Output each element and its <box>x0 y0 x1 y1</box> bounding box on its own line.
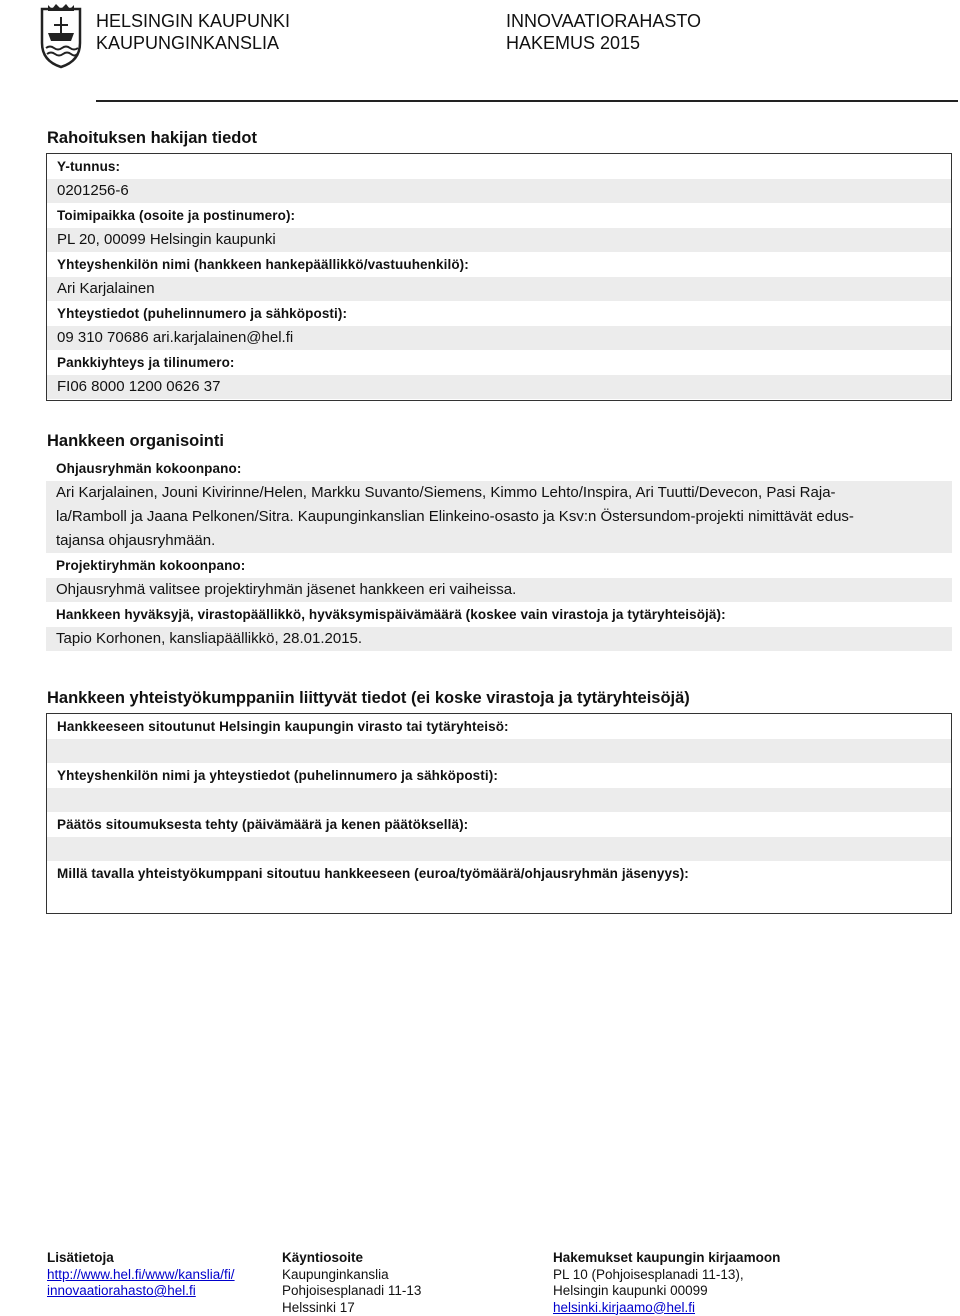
innovation-fund-email-link[interactable]: innovaatiorahasto@hel.fi <box>47 1283 235 1300</box>
kanslia-website-link[interactable]: http://www.hel.fi/www/kanslia/fi/ <box>47 1267 235 1284</box>
organisation-name <box>96 10 290 54</box>
partner-contact-label: Yhteyshenkilön nimi ja yhteystiedot (puhelinnumero ja sähköposti): <box>47 763 951 788</box>
submission-line-1: PL 10 (Pohjoisesplanadi 11-13), <box>553 1267 780 1284</box>
partner-section-title: Hankkeen yhteistyökumppaniin liittyvät tiedot (ei koske virastoja ja tytäryhteisöjä) <box>47 689 690 708</box>
project-group-label: Projektiryhmän kokoonpano: <box>46 553 952 578</box>
header-divider <box>96 100 958 102</box>
steering-line-2: la/Ramboll ja Jaana Pelkonen/Sitra. Kaupunginkanslian Elinkeino-osasto ja Ksv:n Östersundom-projekti nimittävät edus- <box>56 505 934 529</box>
partner-agency-label: Hankkeeseen sitoutunut Helsingin kaupungin virasto tai tytäryhteisö: <box>47 714 951 739</box>
business-id-value: 0201256-6 <box>47 179 951 203</box>
applicant-info-box <box>46 153 952 401</box>
application-name <box>506 10 701 54</box>
footer-info-title: Lisätietoja <box>47 1250 235 1267</box>
address-value: PL 20, 00099 Helsingin kaupunki <box>47 228 951 252</box>
footer-visit-title: Käyntiosoite <box>282 1250 421 1267</box>
approver-label: Hankkeen hyväksyjä, virastopäällikkö, hyväksymispäivämäärä (koskee vain virastoja ja tytäryhteisöjä): <box>46 602 952 627</box>
partner-agency-field[interactable] <box>47 739 951 763</box>
commitment-type-label: Millä tavalla yhteistyökumppani sitoutuu hankkeeseen (euroa/työmäärä/ohjausryhmän jäsenyys): <box>47 861 951 886</box>
commitment-type-field[interactable] <box>47 886 951 910</box>
approver-value: Tapio Korhonen, kansliapäällikkö, 28.01.2015. <box>46 627 952 651</box>
bank-account-value: FI06 8000 1200 0626 37 <box>47 375 951 399</box>
app-line-2: HAKEMUS 2015 <box>506 32 701 54</box>
commitment-decision-label: Päätös sitoumuksesta tehty (päivämäärä ja kenen päätöksellä): <box>47 812 951 837</box>
address-label: Toimipaikka (osoite ja postinumero): <box>47 203 951 228</box>
business-id-label: Y-tunnus: <box>47 154 951 179</box>
steering-line-3: tajansa ohjausryhmään. <box>56 529 934 553</box>
organisation-info-box <box>46 456 952 656</box>
contact-details-label: Yhteystiedot (puhelinnumero ja sähköposti): <box>47 301 951 326</box>
footer-submission-column <box>553 1250 780 1316</box>
visit-line-1: Kaupunginkanslia <box>282 1267 421 1284</box>
contact-details-value: 09 310 70686 ari.karjalainen@hel.fi <box>47 326 951 350</box>
organisation-section-title: Hankkeen organisointi <box>47 432 224 451</box>
footer-submission-title: Hakemukset kaupungin kirjaamoon <box>553 1250 780 1267</box>
commitment-decision-field[interactable] <box>47 837 951 861</box>
bank-account-label: Pankkiyhteys ja tilinumero: <box>47 350 951 375</box>
contact-person-value: Ari Karjalainen <box>47 277 951 301</box>
project-group-value: Ohjausryhmä valitsee projektiryhmän jäsenet hankkeen eri vaiheissa. <box>46 578 952 602</box>
steering-line-1: Ari Karjalainen, Jouni Kivirinne/Helen, Markku Suvanto/Siemens, Kimmo Lehto/Inspira, Ari Tuutti/Devecon, Pasi Raja- <box>56 481 934 505</box>
partner-contact-field[interactable] <box>47 788 951 812</box>
partner-info-box <box>46 713 952 914</box>
registry-email-link[interactable]: helsinki.kirjaamo@hel.fi <box>553 1300 780 1316</box>
org-line-1: HELSINGIN KAUPUNKI <box>96 10 290 32</box>
steering-group-label: Ohjausryhmän kokoonpano: <box>46 456 952 481</box>
org-line-2: KAUPUNGINKANSLIA <box>96 32 290 54</box>
document-header <box>0 0 960 102</box>
helsinki-crest-logo <box>38 3 84 69</box>
footer-info-column <box>47 1250 235 1300</box>
visit-line-2: Pohjoisesplanadi 11-13 <box>282 1283 421 1300</box>
applicant-section-title: Rahoituksen hakijan tiedot <box>47 129 257 148</box>
visit-line-3: Helssinki 17 <box>282 1300 421 1316</box>
steering-group-value <box>46 481 952 553</box>
submission-line-2: Helsingin kaupunki 00099 <box>553 1283 780 1300</box>
contact-person-label: Yhteyshenkilön nimi (hankkeen hankepäällikkö/vastuuhenkilö): <box>47 252 951 277</box>
footer-visit-column <box>282 1250 421 1316</box>
app-line-1: INNOVAATIORAHASTO <box>506 10 701 32</box>
